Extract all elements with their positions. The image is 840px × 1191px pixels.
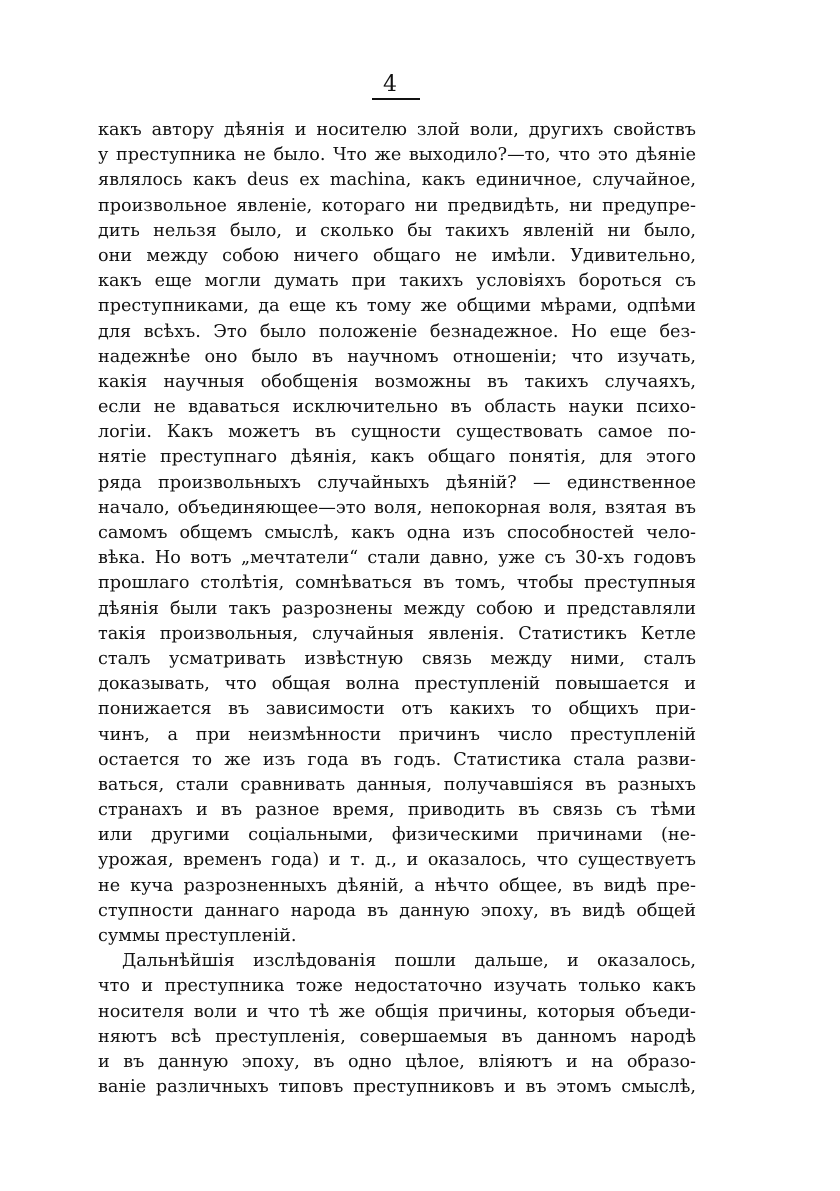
text-line: доказывать, что общая волна преступленій повышается и xyxy=(98,674,696,695)
text-line: урожая, временъ года) и т. д., и оказалось, что существуетъ xyxy=(98,850,696,871)
text-line: произвольное явленіе, котораго ни предвидѣть, ни предупре- xyxy=(98,195,696,216)
text-line: являлось какъ deus ex machina, какъ единичное, случайное, xyxy=(98,170,696,191)
text-line: и въ данную эпоху, въ одно цѣлое, вліяютъ и на образо- xyxy=(98,1051,696,1072)
text-line: суммы преступленій. xyxy=(98,926,297,946)
page-number-underline xyxy=(372,98,420,100)
text-line: у преступника не было. Что же выходило?—то, что это дѣяніе xyxy=(98,145,696,166)
text-line: дить нельзя было, и сколько бы такихъ явленій ни было, xyxy=(98,220,696,241)
text-line: ваніе различныхъ типовъ преступниковъ и въ этомъ смыслѣ, xyxy=(98,1077,696,1098)
text-line: прошлаго столѣтія, сомнѣваться въ томъ, чтобы преступныя xyxy=(98,573,696,594)
text-line: какъ еще могли думать при такихъ условіяхъ бороться съ xyxy=(98,271,696,292)
text-line: понижается въ зависимости отъ какихъ то общихъ при- xyxy=(98,699,696,720)
text-line: преступниками, да еще къ тому же общими мѣрами, одпѣми xyxy=(98,296,696,317)
text-line: не куча разрозненныхъ дѣяній, а нѣчто общее, въ видѣ пре- xyxy=(98,875,696,896)
text-line: какъ автору дѣянія и носителю злой воли, другихъ свойствъ xyxy=(98,120,696,140)
text-line: начало, объединяющее—это воля, непокорная воля, взятая въ xyxy=(98,497,696,518)
text-line: надежнѣе оно было въ научномъ отношеніи; что изучать, xyxy=(98,346,696,367)
text-line: Дальнѣйшія изслѣдованія пошли дальше, и оказалось, xyxy=(122,951,696,972)
text-line: они между собою ничего общаго не имѣли. Удивительно, xyxy=(98,245,696,266)
text-line: ступности даннаго народа въ данную эпоху, въ видѣ общей xyxy=(98,900,696,921)
text-line: для всѣхъ. Это было положеніе безнадежное. Но еще без- xyxy=(98,321,696,342)
text-line: если не вдаваться исключительно въ область науки психо- xyxy=(98,397,696,418)
text-line: логіи. Какъ можетъ въ сущности существовать самое по- xyxy=(98,422,696,443)
text-line: вѣка. Но вотъ „мечтатели“ стали давно, уже съ 30-хъ годовъ xyxy=(98,548,696,569)
text-line: самомъ общемъ смыслѣ, какъ одна изъ способностей чело- xyxy=(98,523,696,543)
text-line: какія научныя обобщенія возможны въ такихъ случаяхъ, xyxy=(98,371,696,392)
text-line: остается то же изъ года въ годъ. Статистика стала разви- xyxy=(98,749,696,770)
text-line: нятіе преступнаго дѣянія, какъ общаго понятія, для этого xyxy=(98,447,696,468)
text-line: сталъ усматривать извѣстную связь между ними, сталъ xyxy=(98,648,696,669)
text-line: странахъ и въ разное время, приводить въ связь съ тѣми xyxy=(98,800,696,821)
text-line: ряда произвольныхъ случайныхъ дѣяній? — единственное xyxy=(98,472,696,493)
text-line: или другими соціальными, физическими причинами (не- xyxy=(98,825,696,846)
text-line: что и преступника тоже недостаточно изучать только какъ xyxy=(98,976,696,997)
body-text xyxy=(98,118,696,1100)
page-number: 4 xyxy=(383,72,397,97)
text-line: дѣянія были такъ разрознены между собою и представляли xyxy=(98,598,696,619)
text-line: такія произвольныя, случайныя явленія. Статистикъ Кетле xyxy=(98,623,696,644)
text-line: няютъ всѣ преступленія, совершаемыя въ данномъ народѣ xyxy=(98,1026,696,1047)
text-line: чинъ, а при неизмѣнности причинъ число преступленій xyxy=(98,724,696,745)
text-line: носителя воли и что тѣ же общія причины, которыя объеди- xyxy=(98,1001,696,1022)
text-line: ваться, стали сравнивать данныя, получавшіяся въ разныхъ xyxy=(98,774,696,795)
